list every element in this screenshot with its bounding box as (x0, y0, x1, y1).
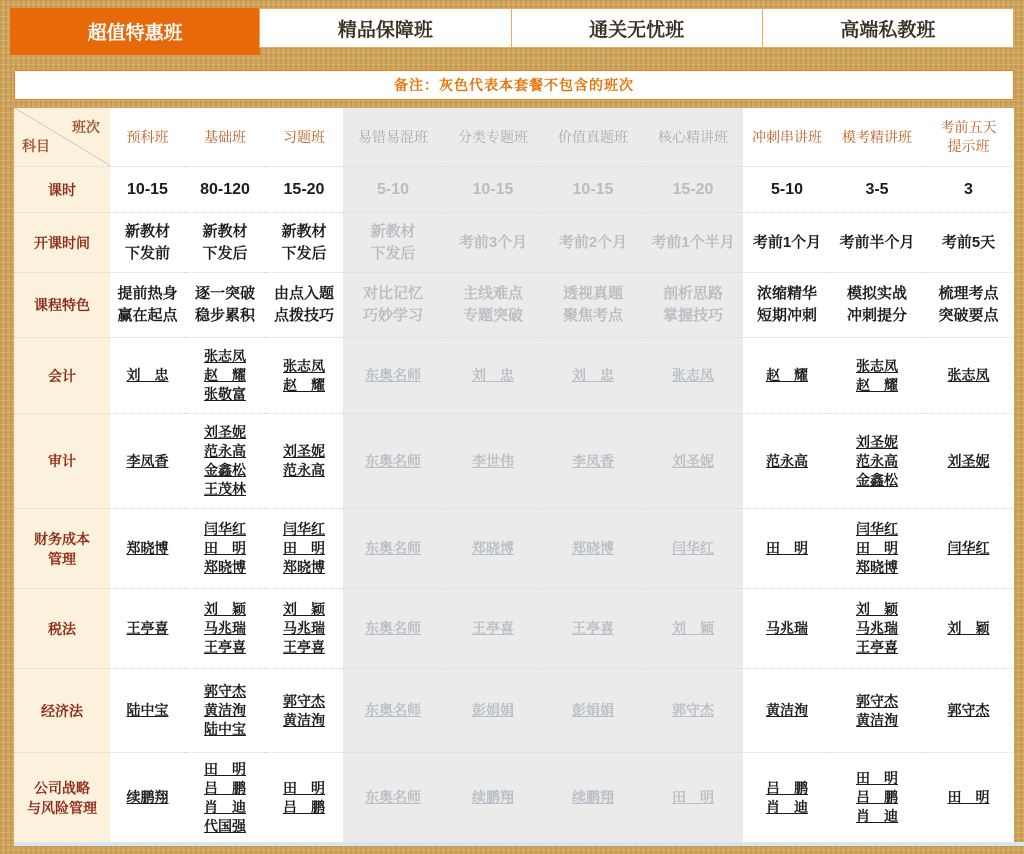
info-cell (643, 212, 743, 272)
column-header-label: 习题班 (283, 128, 325, 145)
teacher-cell (185, 588, 265, 668)
info-value: 提前热身 (117, 285, 178, 302)
teacher-link[interactable]: 张敬富 (204, 386, 246, 402)
teacher-link[interactable]: 田 明 (672, 789, 714, 805)
teacher-link[interactable]: 田 明 (947, 789, 990, 805)
teacher-cell (643, 413, 743, 508)
info-value: 考前3个月 (458, 233, 528, 251)
subject-label: 会计 (48, 367, 76, 384)
info-cell (543, 166, 643, 212)
tab-1[interactable] (10, 8, 260, 55)
info-value: 掌握技巧 (662, 307, 723, 324)
teacher-link[interactable]: 东奥名师 (365, 540, 421, 556)
info-value: 新教材 (281, 222, 327, 240)
teacher-link[interactable]: 郑晓博 (126, 540, 169, 556)
info-cell (343, 166, 443, 212)
info-value: 逐一突破 (194, 285, 255, 302)
teacher-link[interactable]: 刘 颖 (856, 601, 898, 617)
info-value: 赢在起点 (117, 307, 178, 324)
teacher-link[interactable]: 田 明 (766, 540, 808, 556)
info-value: 下发后 (370, 244, 416, 262)
teacher-link[interactable]: 黄洁洵 (766, 702, 808, 718)
info-value: 15-20 (283, 180, 325, 198)
teacher-link[interactable]: 赵 耀 (283, 376, 325, 393)
row-label: 课程特色 (34, 297, 90, 313)
info-cell (343, 272, 443, 337)
teacher-link[interactable]: 王茂林 (204, 481, 246, 497)
info-value: 考前1个月 (752, 233, 822, 251)
info-cell (923, 212, 1014, 272)
teacher-link[interactable]: 田 明 (856, 540, 898, 556)
column-header-label: 易错易混班 (358, 128, 428, 145)
teacher-cell (185, 668, 265, 752)
teacher-link[interactable]: 郭守杰 (283, 692, 325, 709)
info-value: 下发后 (281, 244, 327, 262)
teacher-link[interactable]: 刘 颖 (204, 601, 246, 617)
teacher-cell (831, 413, 923, 508)
row-label-cell (14, 337, 110, 413)
teacher-link[interactable]: 吕 鹏 (283, 798, 325, 815)
teacher-link[interactable]: 刘 颖 (283, 601, 325, 617)
info-value: 浓缩精华 (756, 285, 817, 302)
teacher-link[interactable]: 王亭喜 (472, 620, 514, 636)
teacher-cell (443, 508, 543, 588)
info-value: 聚焦考点 (562, 307, 623, 324)
subject-label: 经济法 (41, 702, 83, 719)
column-header-2 (185, 108, 265, 166)
teacher-link[interactable]: 张志凤 (672, 367, 714, 383)
teacher-link[interactable]: 刘 颖 (672, 620, 714, 636)
teacher-link[interactable]: 刘 忠 (572, 367, 614, 383)
info-value: 对比记忆 (362, 285, 423, 302)
teacher-cell (831, 588, 923, 668)
tab-label: 超值特惠班 (87, 23, 183, 44)
teacher-link[interactable]: 范永高 (766, 452, 808, 469)
info-cell (643, 272, 743, 337)
corner-cell (14, 108, 110, 166)
info-value: 梳理考点 (938, 285, 999, 302)
column-header-label: 价值真题班 (558, 128, 628, 145)
info-cell (543, 212, 643, 272)
teacher-cell (643, 337, 743, 413)
tab-2[interactable] (259, 8, 511, 48)
teacher-cell (743, 413, 831, 508)
info-value: 新教材 (202, 222, 248, 240)
subject-label: 税法 (48, 620, 76, 637)
teacher-link[interactable]: 张志凤 (204, 348, 246, 364)
row-label-cell (14, 166, 110, 212)
subject-label: 公司战略 (34, 779, 90, 796)
info-value: 专题突破 (462, 307, 523, 324)
teacher-link[interactable]: 李世伟 (472, 452, 514, 469)
teacher-cell (265, 588, 343, 668)
course-table (14, 108, 1014, 842)
teacher-link[interactable]: 郑晓博 (283, 559, 325, 575)
info-cell (743, 272, 831, 337)
info-cell (343, 212, 443, 272)
teacher-cell (923, 588, 1014, 668)
subject-label: 管理 (48, 550, 76, 567)
info-cell (443, 212, 543, 272)
info-value: 10-15 (572, 180, 614, 198)
teacher-link[interactable]: 黄洁洵 (204, 702, 246, 718)
teacher-cell (831, 752, 923, 842)
tab-label: 通关无忧班 (589, 19, 685, 41)
info-cell (185, 166, 265, 212)
info-cell (185, 272, 265, 337)
column-header-label: 分类专题班 (458, 128, 528, 145)
info-value: 下发前 (124, 244, 170, 262)
teacher-cell (743, 337, 831, 413)
teacher-cell (343, 668, 443, 752)
teacher-cell (443, 337, 543, 413)
teacher-link[interactable]: 田 明 (856, 770, 898, 786)
teacher-cell (923, 752, 1014, 842)
teacher-cell (923, 668, 1014, 752)
teacher-link[interactable]: 闫华红 (283, 521, 325, 537)
teacher-cell (443, 413, 543, 508)
teacher-link[interactable]: 彭娟娟 (572, 702, 614, 718)
row-label-cell (14, 212, 110, 272)
bottom-strip (14, 842, 1024, 846)
teacher-cell (743, 752, 831, 842)
teacher-link[interactable]: 田 明 (204, 760, 246, 777)
tab-bar (10, 8, 1014, 55)
teacher-cell (185, 752, 265, 842)
teacher-cell (543, 588, 643, 668)
teacher-link[interactable]: 郭守杰 (947, 702, 990, 718)
subject-label: 审计 (48, 453, 76, 469)
info-cell (265, 166, 343, 212)
teacher-cell (343, 508, 443, 588)
info-cell (831, 166, 923, 212)
teacher-link[interactable]: 郑晓博 (472, 540, 514, 556)
teacher-link[interactable]: 郭守杰 (856, 692, 898, 709)
teacher-link[interactable]: 黄洁洵 (283, 711, 325, 728)
column-header-label: 模考精讲班 (842, 128, 912, 145)
info-cell (185, 212, 265, 272)
teacher-cell (643, 588, 743, 668)
column-header-label: 基础班 (204, 128, 246, 145)
info-value: 80-120 (200, 180, 250, 198)
info-value: 点拨技巧 (273, 307, 334, 324)
teacher-link[interactable]: 刘圣妮 (672, 452, 714, 469)
teacher-cell (265, 752, 343, 842)
info-value: 新教材 (370, 222, 416, 240)
info-value: 剖析思路 (662, 285, 723, 302)
teacher-cell (923, 508, 1014, 588)
info-value: 5-10 (376, 180, 410, 198)
tab-3[interactable] (511, 8, 763, 48)
teacher-cell (343, 413, 443, 508)
subject-label: 财务成本 (34, 530, 90, 547)
teacher-link[interactable]: 肖 迪 (856, 808, 898, 824)
row-label-cell (14, 508, 110, 588)
teacher-cell (543, 413, 643, 508)
info-value: 10-15 (127, 180, 168, 198)
info-cell (923, 166, 1014, 212)
column-header-1 (110, 108, 185, 166)
teacher-cell (343, 588, 443, 668)
info-cell (831, 272, 923, 337)
teacher-link[interactable]: 赵 耀 (204, 367, 246, 383)
teacher-link[interactable]: 陆中宝 (204, 721, 246, 737)
row-label-cell (14, 413, 110, 508)
teacher-link[interactable]: 王亭喜 (856, 639, 898, 655)
teacher-cell (443, 668, 543, 752)
teacher-link[interactable]: 刘圣妮 (283, 443, 325, 459)
teacher-link[interactable]: 郑晓博 (204, 559, 246, 575)
teacher-link[interactable]: 金鑫松 (204, 462, 246, 478)
teacher-cell (831, 668, 923, 752)
note-text: 备注：灰色代表本套餐不包含的班次 (394, 77, 634, 93)
corner-banci-label: 班次 (72, 119, 100, 135)
info-value: 5-10 (770, 180, 804, 198)
teacher-link[interactable]: 续鹏翔 (572, 789, 614, 805)
teacher-link[interactable]: 闫华红 (204, 521, 246, 537)
teacher-cell (185, 413, 265, 508)
column-header-label: 核心精讲班 (658, 128, 728, 145)
teacher-cell (110, 752, 185, 842)
subject-label: 与风险管理 (27, 799, 97, 816)
column-header-label: 冲刺串讲班 (752, 128, 822, 145)
teacher-link[interactable]: 王亭喜 (126, 620, 169, 636)
info-value: 考前半个月 (839, 233, 915, 251)
column-header-8 (743, 108, 831, 166)
teacher-link[interactable]: 东奥名师 (365, 452, 421, 469)
teacher-link[interactable]: 李凤香 (572, 452, 614, 469)
teacher-cell (643, 668, 743, 752)
info-cell (831, 212, 923, 272)
teacher-link[interactable]: 张志凤 (947, 367, 990, 383)
row-label-cell (14, 668, 110, 752)
teacher-link[interactable]: 范永高 (856, 452, 898, 469)
teacher-link[interactable]: 赵 耀 (856, 376, 898, 393)
info-value: 10-15 (472, 180, 514, 198)
teacher-link[interactable]: 田 明 (283, 540, 325, 556)
teacher-link[interactable]: 陆中宝 (126, 702, 169, 718)
teacher-link[interactable]: 续鹏翔 (126, 789, 169, 805)
info-value: 考前1个半月 (651, 233, 735, 251)
info-value: 15-20 (672, 180, 714, 198)
teacher-cell (543, 752, 643, 842)
teacher-cell (643, 508, 743, 588)
info-cell (110, 166, 185, 212)
teacher-cell (110, 588, 185, 668)
teacher-link[interactable]: 田 明 (204, 540, 246, 556)
info-cell (443, 272, 543, 337)
info-value: 冲刺提分 (846, 307, 907, 324)
teacher-cell (923, 337, 1014, 413)
column-header-7 (643, 108, 743, 166)
teacher-cell (831, 337, 923, 413)
teacher-cell (265, 413, 343, 508)
teacher-cell (110, 668, 185, 752)
tab-label: 精品保障班 (337, 19, 433, 41)
teacher-link[interactable]: 范永高 (204, 443, 246, 459)
column-header-3 (265, 108, 343, 166)
info-cell (443, 166, 543, 212)
info-value: 3 (964, 180, 973, 198)
info-value: 稳步累积 (194, 307, 255, 324)
info-cell (543, 272, 643, 337)
teacher-link[interactable]: 东奥名师 (365, 789, 421, 805)
teacher-link[interactable]: 王亭喜 (283, 639, 325, 655)
info-cell (923, 272, 1014, 337)
teacher-link[interactable]: 刘 颖 (947, 620, 990, 636)
teacher-cell (343, 752, 443, 842)
info-value: 模拟实战 (846, 285, 907, 302)
column-header-10 (923, 108, 1014, 166)
teacher-cell (185, 508, 265, 588)
info-cell (743, 166, 831, 212)
teacher-cell (265, 508, 343, 588)
info-value: 考前5天 (941, 233, 996, 251)
teacher-cell (443, 588, 543, 668)
row-label-cell (14, 272, 110, 337)
column-header-label: 预科班 (126, 128, 169, 145)
row-label: 开课时间 (34, 234, 90, 251)
teacher-link[interactable]: 刘 忠 (472, 367, 514, 383)
teacher-link[interactable]: 郭守杰 (672, 702, 714, 718)
column-header-5 (443, 108, 543, 166)
info-cell (110, 272, 185, 337)
info-cell (265, 272, 343, 337)
info-value: 3-5 (865, 180, 889, 198)
info-cell (743, 212, 831, 272)
info-cell (265, 212, 343, 272)
teacher-link[interactable]: 续鹏翔 (472, 789, 514, 805)
teacher-link[interactable]: 吕 鹏 (766, 779, 808, 796)
teacher-cell (443, 752, 543, 842)
column-header-label: 考前五天提示班 (940, 119, 997, 154)
row-label-cell (14, 752, 110, 842)
teacher-link[interactable]: 李凤香 (126, 452, 169, 469)
teacher-cell (923, 413, 1014, 508)
teacher-link[interactable]: 东奥名师 (365, 702, 421, 718)
teacher-link[interactable]: 郑晓博 (572, 540, 614, 556)
teacher-link[interactable]: 吕 鹏 (856, 789, 898, 805)
teacher-link[interactable]: 刘圣妮 (947, 452, 990, 469)
info-cell (643, 166, 743, 212)
teacher-link[interactable]: 肖 迪 (766, 798, 808, 815)
teacher-link[interactable]: 张志凤 (283, 357, 325, 374)
teacher-link[interactable]: 代国强 (204, 817, 246, 834)
teacher-link[interactable]: 马兆瑞 (204, 620, 246, 636)
teacher-cell (543, 508, 643, 588)
teacher-cell (543, 668, 643, 752)
info-value: 突破要点 (938, 307, 999, 324)
teacher-cell (265, 337, 343, 413)
teacher-link[interactable]: 张志凤 (856, 357, 898, 374)
info-value: 主线难点 (462, 285, 523, 302)
teacher-link[interactable]: 肖 迪 (204, 798, 246, 815)
teacher-link[interactable]: 马兆瑞 (766, 620, 808, 636)
teacher-cell (543, 337, 643, 413)
tab-label: 高端私教班 (840, 19, 936, 41)
teacher-link[interactable]: 刘圣妮 (856, 433, 898, 450)
column-header-4 (343, 108, 443, 166)
teacher-link[interactable]: 范永高 (283, 462, 325, 478)
teacher-link[interactable]: 郑晓博 (856, 559, 898, 575)
teacher-link[interactable]: 马兆瑞 (283, 620, 325, 636)
corner-kemu-label: 科目 (22, 138, 50, 154)
teacher-link[interactable]: 东奥名师 (365, 367, 421, 383)
teacher-link[interactable]: 闫华红 (856, 521, 898, 537)
info-value: 透视真题 (562, 285, 623, 302)
teacher-link[interactable]: 郭守杰 (204, 683, 246, 699)
teacher-link[interactable]: 吕 鹏 (204, 779, 246, 796)
teacher-cell (110, 508, 185, 588)
row-label: 课时 (48, 181, 76, 198)
teacher-link[interactable]: 王亭喜 (572, 620, 614, 636)
teacher-cell (185, 337, 265, 413)
teacher-link[interactable]: 东奥名师 (365, 620, 421, 636)
teacher-cell (743, 508, 831, 588)
teacher-link[interactable]: 赵 耀 (766, 367, 808, 383)
teacher-link[interactable]: 刘圣妮 (204, 424, 246, 440)
note-banner (14, 70, 1014, 100)
teacher-cell (743, 588, 831, 668)
teacher-link[interactable]: 金鑫松 (856, 471, 898, 488)
teacher-link[interactable]: 刘 忠 (126, 367, 169, 383)
teacher-link[interactable]: 马兆瑞 (856, 620, 898, 636)
info-value: 新教材 (124, 222, 170, 240)
column-header-9 (831, 108, 923, 166)
info-value: 下发后 (202, 244, 248, 262)
teacher-cell (643, 752, 743, 842)
teacher-cell (343, 337, 443, 413)
teacher-cell (110, 413, 185, 508)
teacher-link[interactable]: 闫华红 (672, 540, 714, 556)
row-label-cell (14, 588, 110, 668)
teacher-cell (265, 668, 343, 752)
info-cell (110, 212, 185, 272)
teacher-link[interactable]: 黄洁洵 (856, 711, 898, 728)
info-value: 巧妙学习 (362, 307, 423, 324)
teacher-link[interactable]: 彭娟娟 (472, 702, 514, 718)
teacher-link[interactable]: 田 明 (283, 779, 325, 796)
teacher-cell (743, 668, 831, 752)
info-value: 由点入题 (273, 285, 334, 302)
info-value: 短期冲刺 (756, 307, 817, 324)
column-header-6 (543, 108, 643, 166)
teacher-cell (110, 337, 185, 413)
teacher-link[interactable]: 王亭喜 (204, 639, 246, 655)
info-value: 考前2个月 (558, 233, 628, 251)
tab-4[interactable] (762, 8, 1014, 48)
teacher-cell (831, 508, 923, 588)
teacher-link[interactable]: 闫华红 (947, 540, 990, 556)
